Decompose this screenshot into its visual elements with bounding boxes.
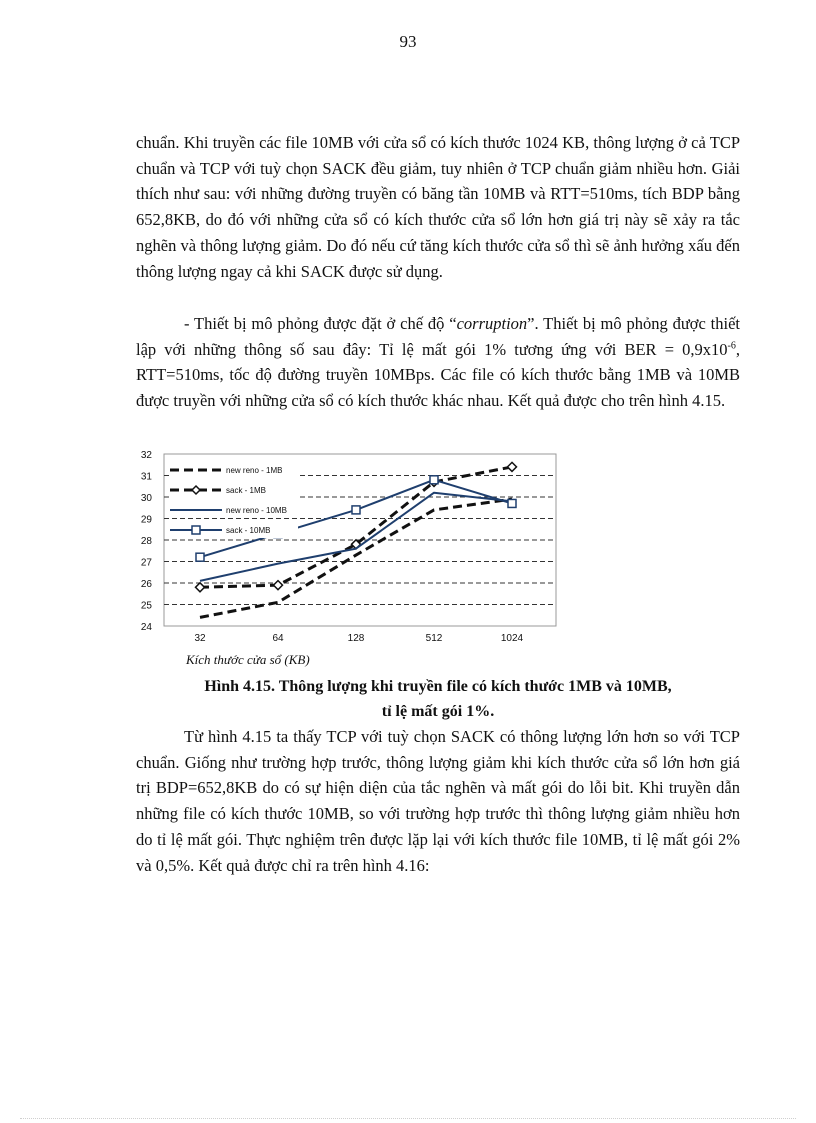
page-number: 93 [399, 32, 417, 51]
p2-part2: ”. Thiết bị mô phỏng được thiết lập với những thông số sau đây: Tỉ lệ mất gói 1% tương ứng với BER = 0,9x10 [136, 314, 741, 359]
legend-label-sack-10mb: sack - 10MB [226, 526, 271, 535]
paragraph-1 [136, 130, 740, 284]
chart-svg [136, 450, 560, 650]
paragraph-2 [136, 311, 740, 414]
paragraph-3-text: Từ hình 4.15 ta thấy TCP với tuỳ chọn SACK có thông lượng lớn hơn so với TCP chuẩn. Giống như trường hợp trước, thông lượng giảm khi kích thước cửa sổ lớn hơn giá trị BDP=652,8KB do có sự hiện diện của tắc nghẽn và mất gói do lỗi bit. Khi truyền dẫn những file có kích thước 10MB, so với trường hợp trước thì thông lượng giảm nhiều hơn do tỉ lệ mất gói. Thực nghiệm trên được lặp lại với kích thước file 10MB, tỉ lệ mất gói 2% và 0,5%. Kết quả được chỉ ra trên hình 4.16: [136, 727, 740, 875]
paragraph-2-text [136, 311, 740, 414]
x-tick-label: 64 [272, 633, 284, 644]
point-sack-10mb [352, 506, 360, 514]
p2-emphasis: corruption [456, 314, 528, 333]
x-tick-label: 128 [347, 633, 365, 644]
figure-caption-line-2: tỉ lệ mất gói 1%. [381, 703, 495, 720]
p2-part1: - Thiết bị mô phỏng được đặt ở chế độ “ [184, 314, 457, 333]
legend-label-sack-1mb: sack - 1MB [226, 486, 267, 495]
x-tick-label: 512 [425, 633, 443, 644]
y-tick-label: 28 [140, 536, 152, 547]
y-tick-label: 27 [140, 557, 152, 569]
legend-label-new-reno-10mb: new reno - 10MB [226, 506, 287, 515]
paragraph-1-text: chuẩn. Khi truyền các file 10MB với cửa sổ có kích thước 1024 KB, thông lượng ở cả TCP chuẩn và TCP với tuỳ chọn SACK đều giảm, tuy nhiên ở TCP chuẩn giảm nhiều hơn. Giải thích như sau: với những đường truyền có băng tần 10MB và RTT=510ms, tích BDP bằng 652,8KB, do đó với những cửa sổ có kích thước cửa sổ lớn hơn giá trị này sẽ xảy ra tắc nghẽn và thông lượng giảm. Do đó nếu cứ tăng kích thước cửa sổ thì sẽ ảnh hưởng xấu đến thông lượng ngay cả khi SACK được sử dụng. [136, 133, 740, 281]
point-sack-10mb [196, 553, 204, 561]
x-tick-label: 1024 [500, 633, 524, 644]
point-sack-10mb [508, 499, 516, 507]
y-tick-label: 32 [140, 450, 152, 461]
y-tick-label: 24 [140, 622, 152, 633]
y-tick-label: 31 [140, 471, 152, 483]
y-tick-label: 30 [140, 493, 152, 504]
x-axis-title: Kích thước cửa sổ (KB) [186, 652, 310, 667]
y-tick-label: 25 [140, 600, 152, 612]
figure-caption-line-1: Hình 4.15. Thông lượng khi truyền file có kích thước 1MB và 10MB, [204, 678, 672, 695]
p2-part3: , RTT=510ms, tốc độ đường truyền 10MBps. Các file có kích thước bằng 1MB và 10MB được truyền với những cửa sổ có kích thước khác nhau. Kết quả được cho trên hình 4.15. [136, 339, 740, 411]
p2-exponent: -6 [727, 340, 736, 352]
point-sack-10mb [430, 476, 438, 484]
x-tick-label: 32 [194, 633, 206, 644]
throughput-chart [136, 450, 560, 650]
legend-marker-sack-10mb [192, 526, 200, 534]
paragraph-3 [136, 724, 740, 878]
page-bottom-rule [20, 1118, 796, 1119]
legend-label-new-reno-1mb: new reno - 1MB [226, 466, 283, 475]
y-tick-label: 26 [140, 579, 152, 590]
y-tick-label: 29 [140, 514, 152, 526]
